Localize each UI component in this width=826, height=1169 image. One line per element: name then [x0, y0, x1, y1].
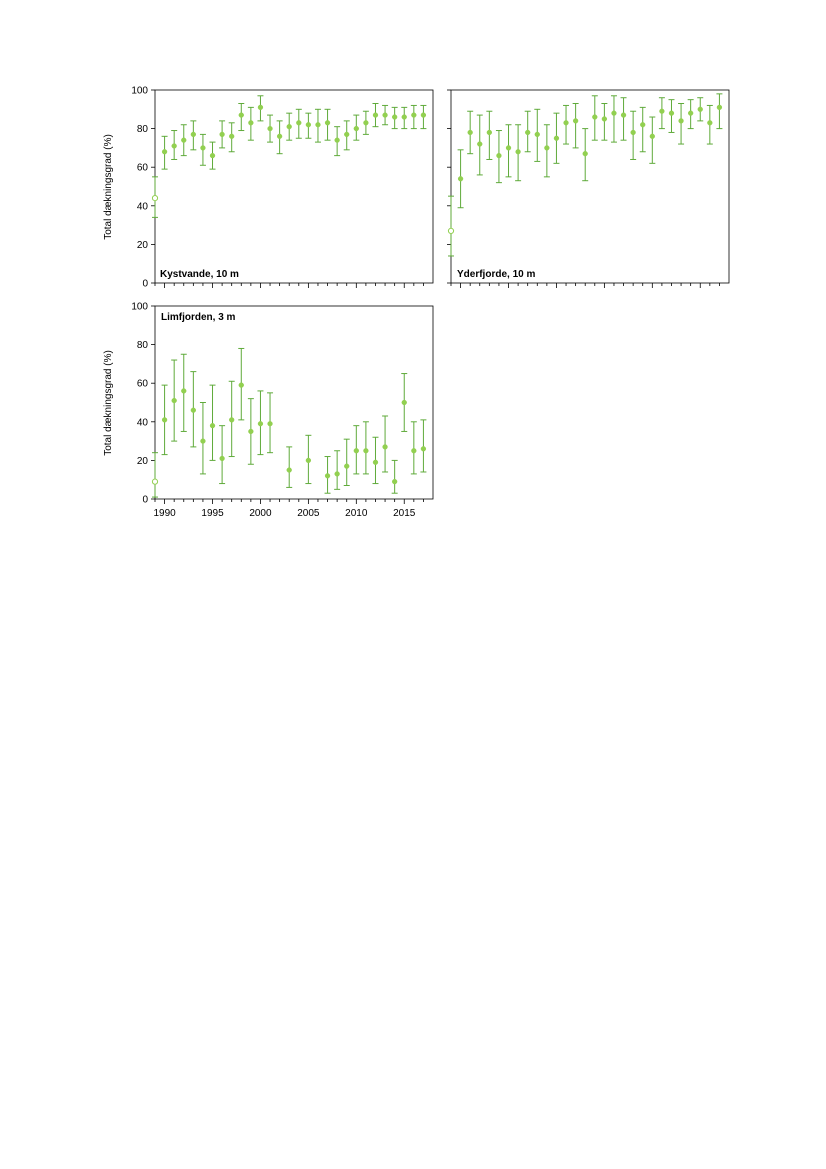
data-point	[306, 122, 311, 127]
data-point	[497, 153, 502, 158]
data-point	[191, 408, 196, 413]
data-point	[296, 120, 301, 125]
data-point	[573, 118, 578, 123]
y-tick-label: 60	[136, 378, 148, 390]
data-point	[383, 444, 388, 449]
x-tick-label: 2010	[345, 508, 368, 519]
data-point	[268, 421, 273, 426]
y-tick-label: 20	[136, 239, 148, 251]
x-ticks	[155, 283, 423, 288]
y-tick-label: 40	[136, 417, 148, 429]
data-point	[383, 113, 388, 118]
data-point-open	[448, 228, 453, 233]
data-point	[516, 149, 521, 154]
data-point	[172, 398, 177, 403]
y-tick-label: 0	[142, 278, 148, 290]
data-marks	[448, 94, 722, 256]
data-point	[525, 130, 530, 135]
data-point	[487, 130, 492, 135]
data-point	[698, 107, 703, 112]
data-point	[201, 439, 206, 444]
data-point	[707, 120, 712, 125]
data-point	[325, 473, 330, 478]
panel-title: Limfjorden, 3 m	[161, 312, 236, 323]
data-point	[316, 122, 321, 127]
x-tick-label: 2015	[393, 508, 416, 519]
data-point	[181, 138, 186, 143]
x-tick-label: 1990	[153, 508, 176, 519]
x-tick-label: 1995	[201, 508, 224, 519]
data-point	[363, 448, 368, 453]
y-ticks	[131, 302, 155, 506]
data-point	[602, 117, 607, 122]
data-point	[612, 111, 617, 116]
data-point	[592, 115, 597, 120]
data-point	[669, 111, 674, 116]
panel-yderfjorde	[447, 90, 729, 288]
data-marks	[152, 348, 426, 497]
data-point	[335, 472, 340, 477]
data-point	[201, 146, 206, 151]
data-point	[210, 423, 215, 428]
data-point	[162, 417, 167, 422]
y-tick-label: 100	[131, 85, 148, 97]
data-point	[631, 130, 636, 135]
data-point	[277, 134, 282, 139]
data-point	[248, 429, 253, 434]
y-tick-label: 80	[136, 124, 148, 136]
data-point	[468, 130, 473, 135]
data-marks	[152, 96, 426, 218]
data-point	[335, 138, 340, 143]
plot-frame	[451, 90, 729, 283]
data-point	[229, 134, 234, 139]
data-point	[421, 446, 426, 451]
data-point	[220, 132, 225, 137]
x-tick-label: 2000	[249, 508, 272, 519]
data-point	[411, 113, 416, 118]
panel-title: Kystvande, 10 m	[160, 269, 239, 280]
data-point	[306, 458, 311, 463]
data-point	[344, 132, 349, 137]
data-point	[191, 132, 196, 137]
data-point	[268, 126, 273, 131]
data-point	[258, 421, 263, 426]
panel-title: Yderfjorde, 10 m	[457, 269, 536, 280]
data-point	[402, 400, 407, 405]
data-point	[229, 417, 234, 422]
data-point	[392, 115, 397, 120]
y-ticks	[447, 90, 451, 283]
panel-limfjorden	[103, 302, 433, 520]
data-point	[679, 118, 684, 123]
y-tick-label: 80	[136, 340, 148, 352]
data-point	[688, 111, 693, 116]
y-axis-label: Total dækningsgrad (%)	[103, 134, 114, 240]
data-point	[239, 113, 244, 118]
y-tick-label: 0	[142, 494, 148, 506]
data-point	[554, 136, 559, 141]
data-point-open	[152, 479, 157, 484]
y-tick-label: 100	[131, 301, 148, 313]
x-tick-label: 2005	[297, 508, 320, 519]
data-point	[239, 383, 244, 388]
x-ticks	[451, 283, 719, 288]
data-point	[220, 456, 225, 461]
y-ticks	[131, 86, 155, 290]
data-point	[344, 464, 349, 469]
data-point	[544, 146, 549, 151]
data-point	[373, 113, 378, 118]
data-point	[535, 132, 540, 137]
data-point	[402, 115, 407, 120]
data-point	[181, 389, 186, 394]
x-ticks	[153, 499, 423, 519]
data-point	[621, 113, 626, 118]
data-point	[564, 120, 569, 125]
plot-frame	[155, 306, 433, 499]
data-point	[162, 149, 167, 154]
data-point	[354, 126, 359, 131]
data-point	[392, 479, 397, 484]
data-point	[411, 448, 416, 453]
panel-kystvande	[103, 86, 433, 290]
y-axis-label: Total dækningsgrad (%)	[103, 350, 114, 456]
data-point	[287, 124, 292, 129]
data-point	[363, 120, 368, 125]
data-point	[421, 113, 426, 118]
data-point	[659, 109, 664, 114]
data-point	[640, 122, 645, 127]
data-point	[248, 120, 253, 125]
y-tick-label: 20	[136, 455, 148, 467]
data-point	[458, 176, 463, 181]
data-point	[210, 153, 215, 158]
data-point	[650, 134, 655, 139]
y-tick-label: 60	[136, 162, 148, 174]
data-point	[258, 105, 263, 110]
data-point	[287, 468, 292, 473]
plot-frame	[155, 90, 433, 283]
data-point	[373, 460, 378, 465]
data-point	[506, 146, 511, 151]
data-point	[325, 120, 330, 125]
data-point	[172, 144, 177, 149]
data-point	[477, 142, 482, 147]
data-point	[717, 105, 722, 110]
data-point	[354, 448, 359, 453]
y-tick-label: 40	[136, 201, 148, 213]
data-point	[583, 151, 588, 156]
data-point-open	[152, 195, 157, 200]
